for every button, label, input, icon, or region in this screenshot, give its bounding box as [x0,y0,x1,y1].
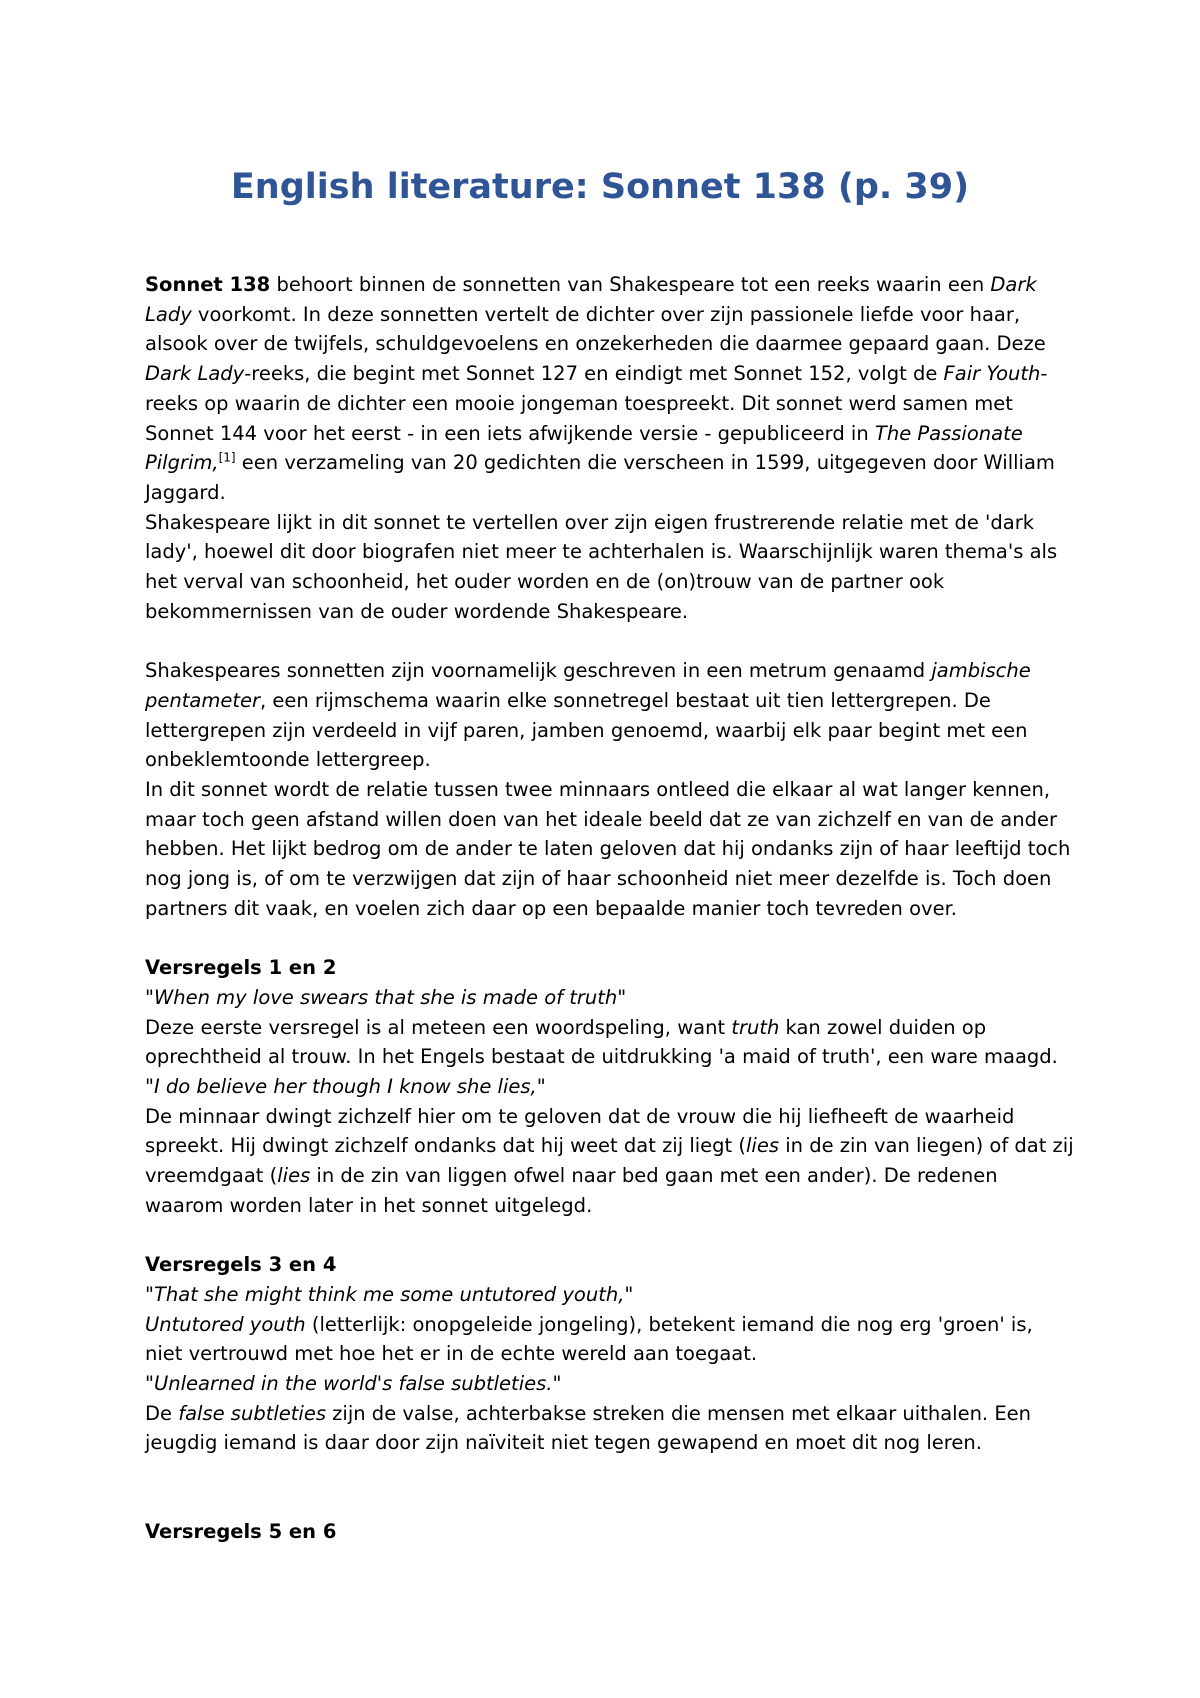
verse-quote: "I do believe her though I know she lies," [145,1074,546,1098]
intro-italic-term: Fair Youth [943,362,1041,386]
paragraph [145,1310,1075,1369]
verse-quote: "Unlearned in the world's false subtleties." [145,1371,562,1395]
paragraph [145,1399,1075,1458]
paragraph-text: zijn de valse, achterbakse streken die mensen met elkaar uithalen. Een jeugdig iemand is daar door zijn naïviteit niet tegen gewapend en moet dit nog leren. [145,1401,1032,1455]
verse-quote: "When my love swears that she is made of truth" [145,985,627,1009]
spacer [145,923,1075,953]
paragraph-text: , een rijmschema waarin elke sonnetregel bestaat uit tien lettergrepen. De lettergrepen zijn verdeeld in vijf paren, jamben genoemd, waarbij elk paar begint met een onbeklemtoonde lettergreep. [145,688,1028,772]
italic-term: false subtleties [178,1401,326,1425]
intro-bold-subject: Sonnet 138 [145,273,271,296]
paragraph-text: in de zin van liegen) of dat zij vreemdgaat ( [145,1134,1074,1188]
italic-term: jambische pentameter [145,659,1031,712]
paragraph [145,1102,1075,1221]
paragraph-text: De minnaar dwingt zichzelf hier om te geloven dat de vrouw die hij liefheeft de waarheid spreekt. Hij dwingt zichzelf ondanks dat hij weet dat zij liegt ( [145,1104,1015,1158]
intro-italic-term: Dark Lady [145,273,1037,326]
footnote-reference-link[interactable]: [1] [218,450,236,465]
intro-text: -reeks op waarin de dichter een mooie jongeman toespreekt. Dit sonnet werd samen met Sonnet 144 voor het eerst - in een iets afwijkende versie - gepubliceerd in [145,362,1048,445]
section-heading: Versregels 1 en 2 [145,956,337,980]
intro-text: een verzameling van 20 gedichten die verscheen in 1599, uitgegeven door William Jaggard. [145,451,1055,504]
paragraph: In dit sonnet wordt de relatie tussen twee minnaars ontleed die elkaar al wat langer kennen, maar toch geen afstand willen doen van het ideale beeld dat ze van zichzelf en van de ander hebben. Het lijkt bedrog om de ander te laten geloven dat hij ondanks zijn of haar leeftijd toch nog jong is, of om te verzwijgen dat zijn of haar schoonheid niet meer dezelfde is. Toch doen partners dit vaak, en voelen zich daar op een bepaalde manier toch tevreden over. [145,777,1071,920]
page-title: English literature: Sonnet 138 (p. 39) [230,167,970,207]
spacer [145,1458,1075,1488]
section-heading: Versregels 5 en 6 [145,1520,337,1544]
italic-term: Untutored youth [145,1312,306,1336]
intro-text: -reeks, die begint met Sonnet 127 en eindigt met Sonnet 152, volgt de [244,362,944,386]
italic-term: truth [731,1015,780,1039]
intro-italic-term: Dark Lady [145,362,245,386]
spacer [145,1488,1075,1518]
paragraph-text: De [145,1401,179,1425]
spacer [145,1220,1075,1250]
paragraph-text: (letterlijk: onopgeleide jongeling), betekent iemand die nog erg 'groen' is, niet vertrouwd met hoe het er in de echte wereld aan toegaat. [145,1312,1033,1366]
paragraph-text: kan zowel duiden op oprechtheid al trouw. In het Engels bestaat de uitdrukking 'a maid of truth', een ware maagd. [145,1015,1058,1069]
italic-term: lies [746,1134,780,1158]
paragraph [145,656,1075,775]
intro-paragraph [145,270,1075,508]
paragraph-text: in de zin van liggen ofwel naar bed gaan met een ander). De redenen waarom worden later in het sonnet uitgelegd. [145,1164,998,1217]
section-heading: Versregels 3 en 4 [145,1253,337,1277]
italic-term: lies [277,1164,311,1188]
spacer [145,626,1075,656]
paragraph [145,1013,1075,1072]
intro-italic-term: The Passionate Pilgrim, [145,421,1023,475]
paragraph-text: Deze eerste versregel is al meteen een woordspeling, want [145,1015,732,1039]
verse-quote: "That she might think me some untutored youth," [145,1282,634,1306]
paragraph-text: Shakespeares sonnetten zijn voornamelijk geschreven in een metrum genaamd [145,659,932,683]
document-body [145,270,1075,1547]
paragraph: Shakespeare lijkt in dit sonnet te vertellen over zijn eigen frustrerende relatie met de 'dark lady', hoewel dit door biografen niet meer te achterhalen is. Waarschijnlijk waren thema's als het verval van schoonheid, het ouder worden en de (on)trouw van de partner ook bekommernissen van de ouder wordende Shakespeare. [145,510,1058,623]
intro-text: behoort binnen de sonnetten van Shakespeare tot een reeks waarin een [270,273,991,296]
intro-text: voorkomt. In deze sonnetten vertelt de dichter over zijn passionele liefde voor haar, alsook over de twijfels, schuldgevoelens en onzekerheden die daarmee gepaard gaan. Deze [145,302,1046,356]
